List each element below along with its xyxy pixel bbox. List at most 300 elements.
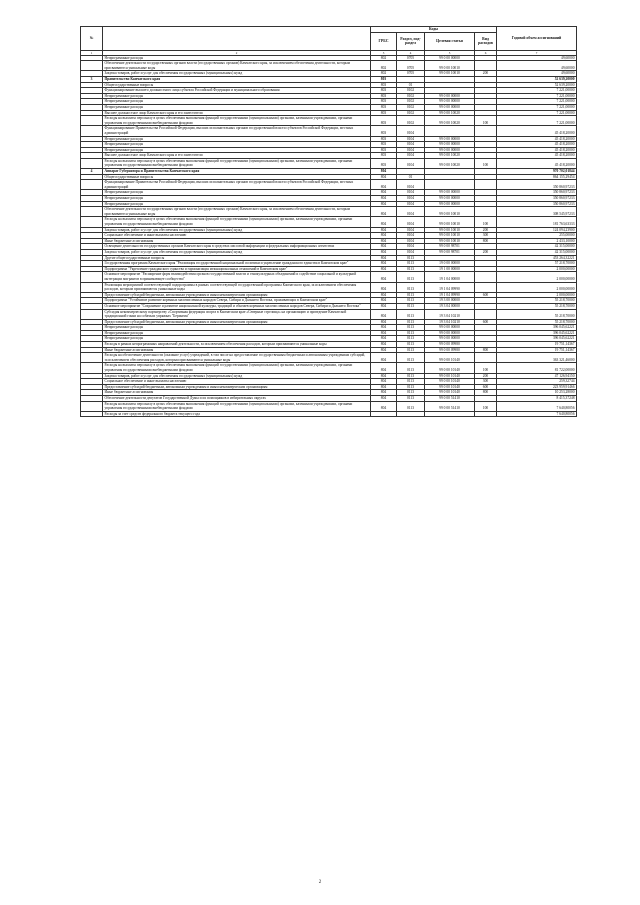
row-expense-type xyxy=(475,180,497,190)
row-grbs: 802 xyxy=(371,61,397,71)
header-vr: Вид расходов xyxy=(475,32,497,50)
row-grbs: 804 xyxy=(371,303,397,309)
table-row xyxy=(81,272,577,282)
row-number xyxy=(81,401,103,411)
row-grbs: 804 xyxy=(371,244,397,250)
row-amount: 2 000,00000 xyxy=(497,272,577,282)
row-amount: 223 959,91466 xyxy=(497,384,577,390)
row-expense-type: 100 xyxy=(475,217,497,227)
row-number xyxy=(81,180,103,190)
row-name: Предоставление субсидий бюджетным, автономным учреждениям и иным некоммерческим организациям xyxy=(103,384,371,390)
table-row xyxy=(81,61,577,71)
row-grbs: 804 xyxy=(371,396,397,402)
row-target-article: 99 0 00 10140 xyxy=(425,384,475,390)
row-razdel: 0113 xyxy=(397,330,425,336)
row-amount: 45 418,20000 xyxy=(497,153,577,159)
row-razdel: 01 xyxy=(397,82,425,88)
row-name: Основное мероприятие "Расширение форм взаимодействия органов государственной власти и этнокультурных объединений и содействие социальной и культурной интеграции мигрантов в принимающее сообщество" xyxy=(103,272,371,282)
row-name: Освещение деятельности государственных органов Камчатского края в средствах массовой информации и федеральных информационных агентствах xyxy=(103,244,371,250)
row-grbs: 804 xyxy=(371,309,397,319)
row-grbs: 803 xyxy=(371,142,397,148)
row-grbs: 804 xyxy=(371,379,397,385)
row-grbs: 804 xyxy=(371,336,397,342)
row-razdel xyxy=(397,411,425,417)
row-target-article: 19 1 04 09990 xyxy=(425,292,475,298)
row-amount: 57 218,70000 xyxy=(497,261,577,267)
row-target-article: 19 1 04 09990 xyxy=(425,282,475,292)
row-target-article: 99 0 00 10010 xyxy=(425,217,475,227)
row-grbs: 804 xyxy=(371,201,397,207)
row-expense-type xyxy=(475,61,497,71)
row-amount: 2 000,00000 xyxy=(497,266,577,272)
row-name: Расходы на выплаты персоналу в целях обеспечения выполнения функций государственными (муниципальными) органами, казенными учреждениями, органами управления государственными внебюджетными фондами xyxy=(103,116,371,126)
row-name: Высшее должностное лицо Камчатского края и его заместители xyxy=(103,153,371,159)
row-target-article: 99 0 00 00000 xyxy=(425,196,475,202)
table-row xyxy=(81,158,577,168)
row-expense-type: 100 xyxy=(475,401,497,411)
row-target-article: 99 0 00 10140 xyxy=(425,390,475,396)
row-name: Высшее должностное лицо Камчатского края и его заместители xyxy=(103,110,371,116)
row-grbs: 804 xyxy=(371,196,397,202)
row-grbs: 804 xyxy=(371,249,397,255)
row-number xyxy=(81,158,103,168)
row-grbs: 804 xyxy=(371,233,397,239)
row-amount: 10 253,28000 xyxy=(497,390,577,396)
table-row xyxy=(81,126,577,136)
row-amount: 7 221,00000 xyxy=(497,116,577,126)
row-grbs: 803 xyxy=(371,82,397,88)
row-name: Подпрограмма "Устойчивое развитие коренных малочисленных народов Севера, Сибири и Дальнего Востока, проживающих в Камчатском крае" xyxy=(103,298,371,304)
row-razdel: 01 xyxy=(397,174,425,180)
col-number: 7 xyxy=(497,50,577,55)
row-target-article: 99 0 00 00000 xyxy=(425,55,475,61)
row-name: Закупка товаров, работ и услуг для обеспечения государственных (муниципальных) нужд xyxy=(103,373,371,379)
header-grbs: ГРБС xyxy=(371,32,397,50)
row-expense-type: 800 xyxy=(475,390,497,396)
row-amount: 55 218,70000 xyxy=(497,319,577,325)
row-grbs: 804 xyxy=(371,227,397,233)
row-grbs: 803 xyxy=(371,153,397,159)
col-number: 2 xyxy=(103,50,371,55)
row-target-article: 99 0 00 10010 xyxy=(425,227,475,233)
table-row xyxy=(81,282,577,292)
row-target-article: 99 0 00 00000 xyxy=(425,201,475,207)
row-target-article: 99 0 00 10010 xyxy=(425,238,475,244)
row-number xyxy=(81,363,103,373)
row-amount: 7 221,00000 xyxy=(497,93,577,99)
row-number xyxy=(81,126,103,136)
row-grbs xyxy=(371,411,397,417)
row-amount: 7 221,00000 xyxy=(497,99,577,105)
row-target-article: 19 3 04 00000 xyxy=(425,303,475,309)
row-target-article: 99 0 00 10010 xyxy=(425,61,475,71)
row-grbs: 804 xyxy=(371,217,397,227)
row-amount: 49,60000 xyxy=(497,61,577,71)
budget-page xyxy=(80,26,576,417)
row-target-article: 99 0 00 10140 xyxy=(425,363,475,373)
row-amount: 45 418,20000 xyxy=(497,158,577,168)
row-target-article: 99 0 00 51410 xyxy=(425,401,475,411)
row-expense-type: 100 xyxy=(475,363,497,373)
row-grbs: 802 xyxy=(371,71,397,77)
row-name: Расходы на выплаты персоналу в целях обеспечения выполнения функций государственными (муниципальными) органами, казенными учреждениями, органами управления государственными внебюджетными фондами xyxy=(103,363,371,373)
row-target-article xyxy=(425,411,475,417)
row-target-article: 19 3 04 10210 xyxy=(425,309,475,319)
row-amount: 7 221,00000 xyxy=(497,110,577,116)
row-amount: 81 722,00000 xyxy=(497,363,577,373)
table-row xyxy=(81,217,577,227)
row-amount: 42 315,00000 xyxy=(497,249,577,255)
row-name: Непрограммные расходы xyxy=(103,325,371,331)
row-name: Другие общегосударственные вопросы xyxy=(103,255,371,261)
row-razdel: 0113 xyxy=(397,363,425,373)
row-amount: 2 000,00000 xyxy=(497,292,577,298)
row-expense-type: 200 xyxy=(475,373,497,379)
row-razdel: 0104 xyxy=(397,233,425,239)
row-name: Обеспечение деятельности депутатов Государственной Думы и их помощников в избирательных округах xyxy=(103,396,371,402)
row-name: Расходы в рамках непрограммных направлений деятельности, за исключением обеспечения расходов, которым присваиваются уникальные коды xyxy=(103,342,371,348)
row-name: Реализация мероприятий соответствующей подпрограммы в рамках соответствующей государственной программы Камчатского края, за исключением обеспечения расходов, которым присваиваются уникальные коды xyxy=(103,282,371,292)
row-name: Закупка товаров, работ и услуг для обеспечения государственных (муниципальных) нужд xyxy=(103,249,371,255)
row-number xyxy=(81,217,103,227)
row-amount: 308 545,97233 xyxy=(497,207,577,217)
row-number xyxy=(81,207,103,217)
row-name: Непрограммные расходы xyxy=(103,142,371,148)
header-razdel: Раздел, под-раздел xyxy=(397,32,425,50)
row-razdel: 0104 xyxy=(397,201,425,207)
header-csr: Целевая статья xyxy=(425,32,475,50)
row-razdel: 0104 xyxy=(397,238,425,244)
row-razdel: 0113 xyxy=(397,373,425,379)
row-grbs: 804 xyxy=(371,373,397,379)
row-grbs: 804 xyxy=(371,330,397,336)
row-number: 4 xyxy=(81,169,103,175)
row-target-article: 99 0 00 00000 xyxy=(425,336,475,342)
row-razdel: 0104 xyxy=(397,217,425,227)
row-expense-type xyxy=(475,282,497,292)
table-row xyxy=(81,116,577,126)
row-name: Правительство Камчатского края xyxy=(103,76,371,82)
row-razdel: 0113 xyxy=(397,396,425,402)
row-expense-type: 100 xyxy=(475,116,497,126)
row-grbs: 804 xyxy=(371,384,397,390)
row-name: Расходы за счет средств федерального бюджета текущего года xyxy=(103,411,371,417)
row-amount: 55 218,70000 xyxy=(497,309,577,319)
row-amount: 396 045,62221 xyxy=(497,330,577,336)
row-number xyxy=(81,282,103,292)
table-row xyxy=(81,353,577,363)
row-name: Иные бюджетные ассигнования xyxy=(103,238,371,244)
row-grbs: 803 xyxy=(371,88,397,94)
row-amount: 396 045,62221 xyxy=(497,325,577,331)
row-expense-type: 200 xyxy=(475,249,497,255)
row-target-article: 99 0 00 00000 xyxy=(425,136,475,142)
row-name: Расходы на обеспечение деятельности (оказание услуг) учреждений, в том числе на предоставление государственным бюджетным и автономным учреждениям субсидий, за исключением обеспечения расходов, которым присваиваются уникальные коды xyxy=(103,353,371,363)
row-expense-type: 300 xyxy=(475,233,497,239)
row-amount: 363 321,46000 xyxy=(497,353,577,363)
row-name: Предоставление субсидий бюджетным, автономным учреждениям и иным некоммерческим организациям xyxy=(103,319,371,325)
row-grbs: 804 xyxy=(371,298,397,304)
row-target-article: 99 0 00 10140 xyxy=(425,379,475,385)
row-name: Закупка товаров, работ и услуг для обеспечения государственных (муниципальных) нужд xyxy=(103,71,371,77)
row-target-article: 99 0 00 00000 xyxy=(425,104,475,110)
budget-table xyxy=(80,26,577,417)
row-razdel: 0113 xyxy=(397,282,425,292)
row-target-article: 99 0 00 98701 xyxy=(425,244,475,250)
row-razdel: 0104 xyxy=(397,196,425,202)
row-grbs: 804 xyxy=(371,238,397,244)
row-amount: 2 000,00000 xyxy=(497,282,577,292)
row-amount: 8 415,37248 xyxy=(497,396,577,402)
row-amount: 49,60000 xyxy=(497,55,577,61)
row-number xyxy=(81,411,103,417)
row-amount: 181 763,63333 xyxy=(497,217,577,227)
row-name: Непрограммные расходы xyxy=(103,190,371,196)
row-expense-type xyxy=(475,126,497,136)
row-amount: 42 315,00000 xyxy=(497,244,577,250)
row-razdel: 0113 xyxy=(397,384,425,390)
row-expense-type xyxy=(475,353,497,363)
row-target-article: 99 0 00 09980 xyxy=(425,342,475,348)
row-grbs: 803 xyxy=(371,99,397,105)
row-amount: 7 221,00000 xyxy=(497,88,577,94)
row-razdel: 0113 xyxy=(397,325,425,331)
row-razdel: 0102 xyxy=(397,88,425,94)
row-razdel: 0104 xyxy=(397,244,425,250)
row-razdel: 0104 xyxy=(397,142,425,148)
row-amount: 19 751,14367 xyxy=(497,347,577,353)
row-name: Непрограммные расходы xyxy=(103,104,371,110)
table-row xyxy=(81,411,577,417)
row-razdel: 0705 xyxy=(397,55,425,61)
row-name: Непрограммные расходы xyxy=(103,336,371,342)
row-grbs: 803 xyxy=(371,136,397,142)
row-razdel: 0104 xyxy=(397,207,425,217)
row-razdel: 0113 xyxy=(397,319,425,325)
row-grbs: 804 xyxy=(371,319,397,325)
row-amount: 350 860,97233 xyxy=(497,190,577,196)
row-name: Непрограммные расходы xyxy=(103,136,371,142)
row-name: Закупка товаров, работ и услуг для обеспечения государственных (муниципальных) нужд xyxy=(103,227,371,233)
row-grbs: 804 xyxy=(371,292,397,298)
row-grbs: 803 xyxy=(371,104,397,110)
row-expense-type: 600 xyxy=(475,319,497,325)
row-amount: 45 418,20000 xyxy=(497,147,577,153)
row-grbs: 804 xyxy=(371,169,397,175)
row-grbs: 804 xyxy=(371,342,397,348)
row-number xyxy=(81,309,103,319)
row-name: Непрограммные расходы xyxy=(103,196,371,202)
row-target-article: 99 0 00 10020 xyxy=(425,110,475,116)
table-header xyxy=(81,27,577,56)
row-razdel: 0102 xyxy=(397,93,425,99)
header-codes: Коды xyxy=(371,27,497,33)
header-amount: Годовой объем ассигнований xyxy=(497,27,577,51)
row-razdel: 0102 xyxy=(397,116,425,126)
row-grbs: 804 xyxy=(371,174,397,180)
row-expense-type: 100 xyxy=(475,158,497,168)
row-target-article: 99 0 00 10140 xyxy=(425,373,475,379)
row-razdel: 0104 xyxy=(397,153,425,159)
row-razdel: 0113 xyxy=(397,379,425,385)
row-razdel: 0104 xyxy=(397,158,425,168)
row-expense-type: 600 xyxy=(475,292,497,298)
row-razdel: 0113 xyxy=(397,390,425,396)
row-amount: 7 221,00000 xyxy=(497,104,577,110)
row-grbs: 804 xyxy=(371,363,397,373)
row-expense-type: 600 xyxy=(475,384,497,390)
row-razdel: 0104 xyxy=(397,249,425,255)
row-amount: 864 155,29454 xyxy=(497,174,577,180)
row-number xyxy=(81,61,103,71)
row-target-article: 99 0 00 51410 xyxy=(425,396,475,402)
row-razdel: 0113 xyxy=(397,353,425,363)
row-target-article: 99 0 00 10020 xyxy=(425,153,475,159)
row-name: Непрограммные расходы xyxy=(103,55,371,61)
row-name: Функционирование Правительства Российской Федерации, высших исполнительных органов государственной власти субъектов Российской Федерации, местных администраций xyxy=(103,180,371,190)
row-amount: 52 639,20000 xyxy=(497,76,577,82)
row-amount: 45 418,20000 xyxy=(497,142,577,148)
table-row xyxy=(81,309,577,319)
row-amount: 19 751,14367 xyxy=(497,342,577,348)
col-number: 1 xyxy=(81,50,103,55)
row-amount: 52 639,20000 xyxy=(497,82,577,88)
row-number xyxy=(81,353,103,363)
row-razdel: 0113 xyxy=(397,303,425,309)
table-row xyxy=(81,180,577,190)
row-amount: 255,00000 xyxy=(497,233,577,239)
row-name: Предоставление субсидий бюджетным, автономным учреждениям и иным некоммерческим организациям xyxy=(103,292,371,298)
row-name: Расходы на выплаты персоналу в целях обеспечения выполнения функций государственными (муниципальными) органами, казенными учреждениями, органами управления государственными внебюджетными фондами xyxy=(103,217,371,227)
row-target-article: 99 0 00 10140 xyxy=(425,353,475,363)
row-target-article: 99 0 00 00000 xyxy=(425,142,475,148)
row-razdel: 0113 xyxy=(397,309,425,319)
row-target-article: 99 0 00 00000 xyxy=(425,330,475,336)
row-razdel: 0113 xyxy=(397,336,425,342)
row-target-article: 99 0 00 00000 xyxy=(425,325,475,331)
row-grbs: 804 xyxy=(371,325,397,331)
col-number: 3 xyxy=(371,50,397,55)
row-amount: 55 218,70000 xyxy=(497,303,577,309)
row-amount: 7 640,80056 xyxy=(497,401,577,411)
row-grbs: 804 xyxy=(371,347,397,353)
table-body xyxy=(81,55,577,417)
row-amount: 47 126,94150 xyxy=(497,373,577,379)
row-name: Социальное обеспечение и иные выплаты населению xyxy=(103,379,371,385)
row-grbs: 803 xyxy=(371,93,397,99)
row-target-article: 99 0 00 10010 xyxy=(425,71,475,77)
row-grbs: 804 xyxy=(371,401,397,411)
row-name: Общегосударственные вопросы xyxy=(103,82,371,88)
row-target-article: 19 0 00 00000 xyxy=(425,261,475,267)
row-expense-type xyxy=(475,309,497,319)
row-target-article: 99 0 00 10020 xyxy=(425,158,475,168)
row-grbs: 804 xyxy=(371,261,397,267)
table-row xyxy=(81,363,577,373)
row-name: Аппарат Губернатора и Правительства Камчатского края xyxy=(103,169,371,175)
row-target-article: 99 0 00 00000 xyxy=(425,147,475,153)
row-name: Непрограммные расходы xyxy=(103,201,371,207)
row-razdel: 0113 xyxy=(397,261,425,267)
row-target-article: 99 0 00 09980 xyxy=(425,347,475,353)
row-razdel: 0113 xyxy=(397,347,425,353)
row-grbs: 804 xyxy=(371,180,397,190)
row-amount: 124 094,23900 xyxy=(497,227,577,233)
table-row xyxy=(81,207,577,217)
row-target-article xyxy=(425,180,475,190)
header-num: № xyxy=(81,27,103,51)
row-amount: 2 433,10000 xyxy=(497,238,577,244)
row-target-article: 99 0 00 00000 xyxy=(425,93,475,99)
row-target-article: 99 0 00 10010 xyxy=(425,233,475,239)
row-name: Расходы на выплаты персоналу в целях обеспечения выполнения функций государственными (муниципальными) органами, казенными учреждениями, органами управления государственными внебюджетными фондами xyxy=(103,158,371,168)
col-number: 4 xyxy=(397,50,425,55)
row-expense-type: 800 xyxy=(475,347,497,353)
row-target-article: 99 0 00 00000 xyxy=(425,190,475,196)
row-target-article: 19 1 04 00000 xyxy=(425,272,475,282)
row-razdel: 0705 xyxy=(397,71,425,77)
row-razdel: 0102 xyxy=(397,99,425,105)
row-razdel: 0104 xyxy=(397,180,425,190)
row-razdel: 0705 xyxy=(397,61,425,71)
row-name: Субсидия некоммерческому партнерству «Спортивная федерация спорта в Камчатском крае «Северные стрелища» на организацию и проведение Камчатской традиционной гонки на собачьих упряжках "Берингия" xyxy=(103,309,371,319)
table-row xyxy=(81,401,577,411)
row-name: Обеспечение деятельности государственных органов власти (государственных органов) Камчатского края, за исключением обеспечения деятельности, которым присваиваются уникальные коды xyxy=(103,61,371,71)
row-amount: 55 218,70000 xyxy=(497,298,577,304)
row-name: Подпрограмма "Укрепление гражданского единства и гармонизация межнациональных отношений в Камчатском крае" xyxy=(103,266,371,272)
row-target-article: 19 1 00 00000 xyxy=(425,266,475,272)
row-grbs: 804 xyxy=(371,282,397,292)
row-name: Общегосударственные вопросы xyxy=(103,174,371,180)
page-number: 2 xyxy=(318,880,322,885)
row-razdel: 0113 xyxy=(397,401,425,411)
row-grbs: 802 xyxy=(371,55,397,61)
row-name: Непрограммные расходы xyxy=(103,330,371,336)
row-expense-type: 300 xyxy=(475,379,497,385)
row-expense-type: 800 xyxy=(475,238,497,244)
row-target-article: 99 0 00 00000 xyxy=(425,99,475,105)
row-grbs: 803 xyxy=(371,116,397,126)
row-name: Непрограммные расходы xyxy=(103,147,371,153)
row-amount: 45 418,20000 xyxy=(497,136,577,142)
row-name: Непрограммные расходы xyxy=(103,93,371,99)
row-number xyxy=(81,272,103,282)
row-number: 3 xyxy=(81,76,103,82)
header-name xyxy=(103,27,371,51)
row-amount: 49,60000 xyxy=(497,71,577,77)
row-razdel: 0113 xyxy=(397,272,425,282)
row-razdel: 0113 xyxy=(397,266,425,272)
row-name: Основное мероприятие "Сохранение и развитие национальной культуры, традиций и обычаев коренных малочисленных народов Севера, Сибири и Дальнего Востока" xyxy=(103,303,371,309)
row-target-article xyxy=(425,126,475,136)
row-grbs: 803 xyxy=(371,110,397,116)
row-amount: 396 045,62221 xyxy=(497,336,577,342)
row-grbs: 804 xyxy=(371,255,397,261)
row-grbs: 804 xyxy=(371,353,397,363)
row-grbs: 804 xyxy=(371,390,397,396)
row-razdel: 0104 xyxy=(397,190,425,196)
row-name: Государственная программа Камчатского края "Реализация государственной национальной политики и укрепление гражданского единства в Камчатском крае" xyxy=(103,261,371,267)
row-name: Непрограммные расходы xyxy=(103,99,371,105)
col-number: 5 xyxy=(425,50,475,55)
col-number: 6 xyxy=(475,50,497,55)
row-target-article: 99 0 00 10020 xyxy=(425,116,475,126)
row-grbs: 803 xyxy=(371,126,397,136)
row-grbs: 803 xyxy=(371,158,397,168)
row-name: Иные бюджетные ассигнования xyxy=(103,390,371,396)
row-grbs: 803 xyxy=(371,147,397,153)
row-amount: 350 860,97233 xyxy=(497,201,577,207)
